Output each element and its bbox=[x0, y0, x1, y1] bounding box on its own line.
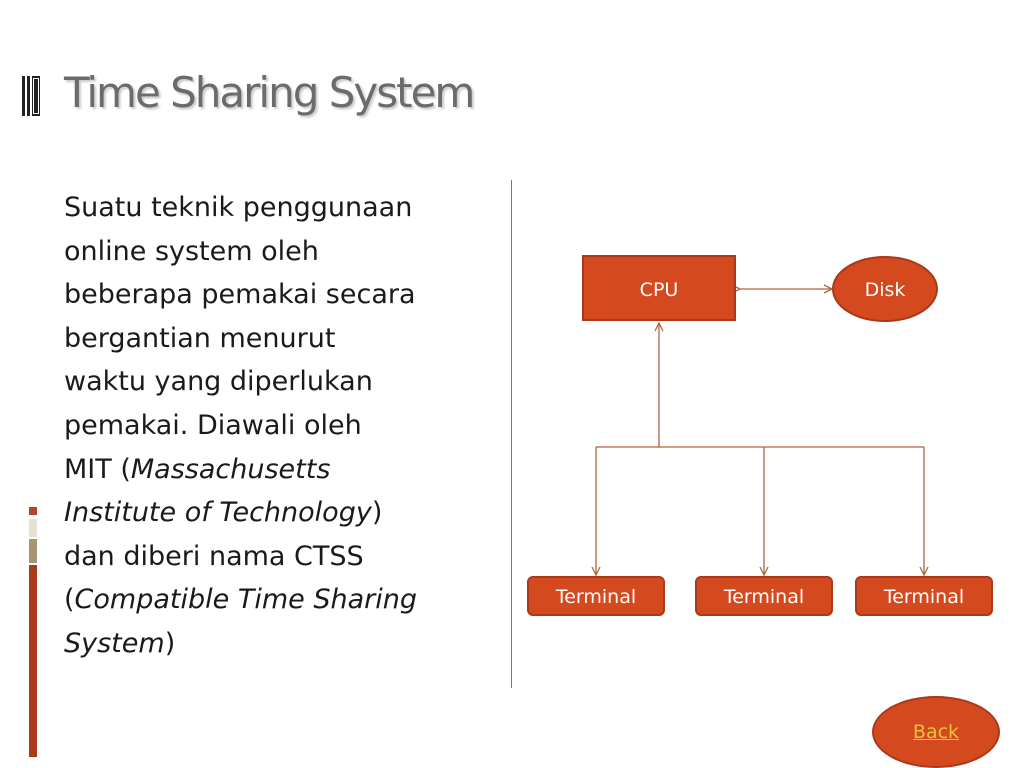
body-italic-text: Compatible Time Sharing bbox=[74, 584, 417, 616]
body-text-run: bergantian menurut bbox=[64, 322, 336, 354]
body-text-run: online system oleh bbox=[64, 235, 319, 267]
body-text-run: waktu yang diperlukan bbox=[64, 366, 373, 398]
terminal-label-1: Terminal bbox=[555, 586, 637, 608]
terminal-label-3: Terminal bbox=[883, 586, 965, 608]
body-text-run: ) bbox=[164, 627, 176, 659]
slide-title: Time Sharing System bbox=[64, 68, 474, 117]
cpu-label: CPU bbox=[639, 279, 679, 301]
back-button[interactable] bbox=[872, 696, 1000, 768]
cpu-node bbox=[583, 256, 735, 320]
terminal-node-1 bbox=[528, 577, 664, 615]
body-italic-text: Massachusetts bbox=[130, 453, 331, 485]
disk-label: Disk bbox=[864, 279, 906, 301]
body-text-run: Suatu teknik penggunaan bbox=[64, 192, 413, 223]
body-text-run: ( bbox=[64, 584, 75, 616]
body-italic-text: Institute of Technology bbox=[64, 497, 372, 529]
back-link[interactable]: Back bbox=[912, 721, 960, 743]
terminal-label-2: Terminal bbox=[723, 586, 805, 608]
body-text-run: ) bbox=[371, 497, 383, 529]
disk-node bbox=[833, 257, 937, 321]
body-text-run: pemakai. Diawali oleh bbox=[64, 409, 362, 441]
body-text-run: dan diberi nama CTSS bbox=[64, 540, 364, 572]
terminal-node-3 bbox=[856, 577, 992, 615]
body-italic-text: System bbox=[64, 627, 165, 659]
terminal-node-2 bbox=[696, 577, 832, 615]
body-text-run: MIT ( bbox=[64, 453, 131, 485]
body-text-run: beberapa pemakai secara bbox=[64, 279, 416, 311]
